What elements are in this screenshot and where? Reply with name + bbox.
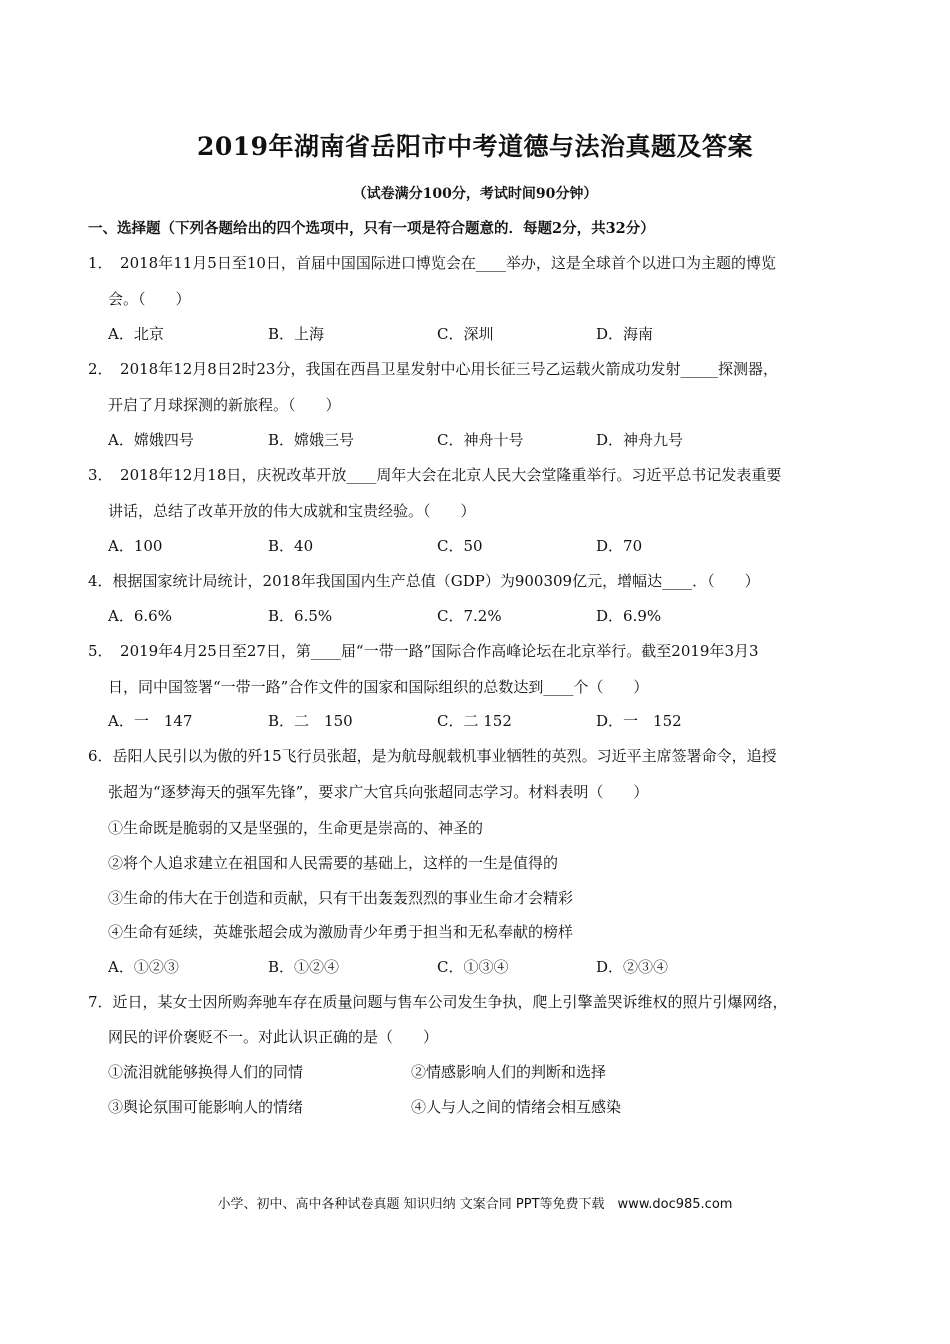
question-6-item-4: ④生命有延续，英雄张超会成为激励青少年勇于担当和无私奉献的榜样 xyxy=(108,923,574,941)
question-1-option-d: D．海南 xyxy=(596,325,654,343)
question-3-stem-cont: 讲话，总结了改革开放的伟大成就和宝贵经验。（ ） xyxy=(108,502,476,520)
question-7-item-2: ②情感影响人们的判断和选择 xyxy=(411,1063,607,1081)
question-5-option-d: D．一 152 xyxy=(596,712,682,730)
question-2-stem-cont: 开启了月球探测的新旅程。（ ） xyxy=(108,396,341,414)
question-1-option-c: C．深圳 xyxy=(437,325,494,343)
question-6-item-2: ②将个人追求建立在祖国和人民需要的基础上，这样的一生是值得的 xyxy=(108,854,559,872)
page-footer: 小学、初中、高中各种试卷真题 知识归纳 文案合同 PPT等免费下载 www.doc985.com xyxy=(217,1197,733,1212)
question-6-item-3: ③生命的伟大在于创造和贡献，只有干出轰轰烈烈的事业生命才会精彩 xyxy=(108,889,574,907)
question-5-stem-cont: 日，同中国签署“一带一路”合作文件的国家和国际组织的总数达到____个（ ） xyxy=(108,678,649,696)
question-6-option-b: B．①②④ xyxy=(268,958,340,976)
question-6-option-c: C．①③④ xyxy=(437,958,509,976)
question-5-option-a: A．一 147 xyxy=(108,712,193,730)
question-2-option-a: A．嫦娥四号 xyxy=(108,431,194,449)
question-5-option-b: B．二 150 xyxy=(268,712,353,730)
question-6-option-a: A．①②③ xyxy=(108,958,179,976)
question-7-item-1: ①流泪就能够换得人们的同情 xyxy=(108,1063,304,1081)
exam-info: （试卷满分100分，考试时间90分钟） xyxy=(352,186,598,202)
question-1-stem: 1． 2018年11月5日至10日，首届中国国际进口博览会在____举办，这是全球首个以进口为主题的博览 xyxy=(88,254,776,272)
question-6-stem-cont: 张超为“逐梦海天的强军先锋”，要求广大官兵向张超同志学习。材料表明（ ） xyxy=(108,783,649,801)
question-3-option-d: D．70 xyxy=(596,537,643,555)
question-2-option-c: C．神舟十号 xyxy=(437,431,524,449)
question-4-option-c: C．7.2% xyxy=(437,607,502,625)
question-6-stem: 6．岳阳人民引以为傲的歼15飞行员张超，是为航母舰载机事业牺牲的英烈。习近平主席签署命令，追授 xyxy=(88,747,777,765)
question-3-option-a: A．100 xyxy=(108,537,163,555)
question-4-option-b: B．6.5% xyxy=(268,607,333,625)
question-5-stem: 5． 2019年4月25日至27日，第____届“一带一路”国际合作高峰论坛在北京举行。截至2019年3月3 xyxy=(88,642,759,660)
question-3-stem: 3． 2018年12月18日，庆祝改革开放____周年大会在北京人民大会堂隆重举行。习近平总书记发表重要 xyxy=(88,466,782,484)
page-title: 2019年湖南省岳阳市中考道德与法治真题及答案 xyxy=(196,132,754,161)
question-4-stem: 4．根据国家统计局统计，2018年我国国内生产总值（GDP）为900309亿元，增幅达____．（ ） xyxy=(88,572,760,590)
question-7-stem-cont: 网民的评价褒贬不一。对此认识正确的是（ ） xyxy=(108,1028,439,1046)
question-1-stem-cont: 会。（ ） xyxy=(108,290,191,308)
question-7-stem: 7．近日，某女士因所购奔驰车存在质量问题与售车公司发生争执，爬上引擎盖哭诉维权的照片引爆网络， xyxy=(88,993,788,1011)
question-3-option-c: C．50 xyxy=(437,537,483,555)
question-6-item-1: ①生命既是脆弱的又是坚强的，生命更是崇高的、神圣的 xyxy=(108,819,484,837)
question-7-item-3: ③舆论氛围可能影响人的情绪 xyxy=(108,1098,304,1116)
question-6-option-d: D．②③④ xyxy=(596,958,669,976)
question-2-option-b: B．嫦娥三号 xyxy=(268,431,355,449)
question-4-option-a: A．6.6% xyxy=(108,607,172,625)
question-5-option-c: C．二 152 xyxy=(437,712,512,730)
question-3-option-b: B．40 xyxy=(268,537,314,555)
question-4-option-d: D．6.9% xyxy=(596,607,662,625)
question-1-option-b: B．上海 xyxy=(268,325,325,343)
question-7-item-4: ④人与人之间的情绪会相互感染 xyxy=(411,1098,622,1116)
question-2-option-d: D．神舟九号 xyxy=(596,431,684,449)
section-heading: 一、选择题（下列各题给出的四个选项中，只有一项是符合题意的．每题2分，共32分） xyxy=(88,220,655,237)
question-1-option-a: A．北京 xyxy=(108,325,164,343)
question-2-stem: 2． 2018年12月8日2时23分，我国在西昌卫星发射中心用长征三号乙运载火箭成功发射_____探测器， xyxy=(88,360,778,378)
